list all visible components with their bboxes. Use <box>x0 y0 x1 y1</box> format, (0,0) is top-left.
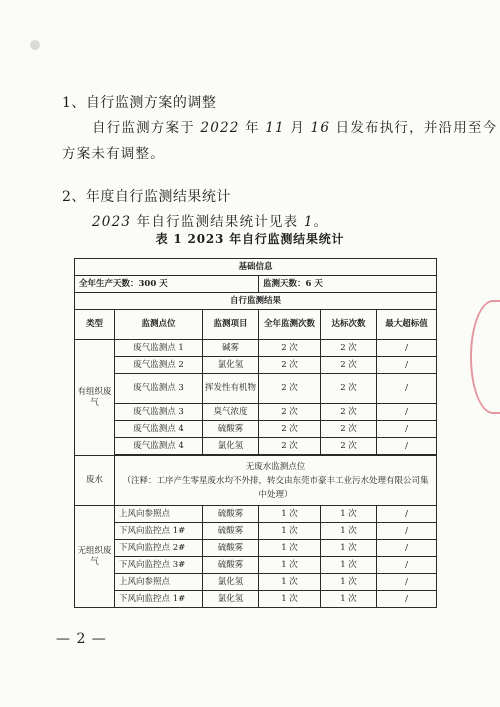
month: 11 <box>265 120 285 136</box>
column-header-item: 监测项目 <box>203 310 259 340</box>
table-cell-max: / <box>377 438 437 455</box>
column-header-point: 监测点位 <box>115 310 203 340</box>
table-cell-count: 1 次 <box>259 574 321 591</box>
table-cell-pass: 2 次 <box>321 421 377 438</box>
basic-info-header: 基础信息 <box>75 259 437 276</box>
table-cell-point: 下风向监控点 1# <box>115 523 203 540</box>
text: 年 <box>239 120 266 136</box>
table-cell-count: 1 次 <box>259 557 321 574</box>
column-header-type: 类型 <box>75 310 115 340</box>
table-cell-count: 2 次 <box>259 374 321 404</box>
table-cell-max: / <box>377 374 437 404</box>
wastewater-note-line1: 无废水监测点位 <box>245 461 306 472</box>
wastewater-note-line3: 中处理） <box>258 489 293 500</box>
table-cell-pass: 2 次 <box>321 374 377 404</box>
table-cell-item: 硫酸雾 <box>203 540 259 557</box>
scan-smudge <box>30 40 40 50</box>
table-cell-count: 2 次 <box>259 438 321 455</box>
table-cell-count: 1 次 <box>259 523 321 540</box>
section1-paragraph-line2: 方案未有调整。 <box>62 146 165 162</box>
text: 自行监测方案于 <box>92 120 201 136</box>
table-cell-max: / <box>377 340 437 357</box>
wastewater-note <box>115 456 437 506</box>
table-cell-point: 废气监测点 3 <box>115 374 203 404</box>
category-unorganized: 无组织废气 <box>75 506 115 608</box>
monitoring-results-table <box>74 258 437 608</box>
table-cell-count: 2 次 <box>259 404 321 421</box>
table-cell-max: / <box>377 523 437 540</box>
text: 月 <box>284 120 311 136</box>
table-cell-item: 硫酸雾 <box>203 506 259 523</box>
text: 。 <box>313 214 329 230</box>
table-cell-item: 碱雾 <box>203 340 259 357</box>
category-wastewater: 废水 <box>75 456 115 506</box>
column-header-pass: 达标次数 <box>321 310 377 340</box>
table-cell-max: / <box>377 506 437 523</box>
table-cell-count: 1 次 <box>259 591 321 608</box>
table-cell-item: 挥发性有机物 <box>203 374 259 404</box>
table-cell-item: 硫酸雾 <box>203 523 259 540</box>
table-cell-item: 氯化氢 <box>203 574 259 591</box>
table-cell-count: 1 次 <box>259 506 321 523</box>
table-cell-item: 硫酸雾 <box>203 421 259 438</box>
table-cell-pass: 2 次 <box>321 438 377 455</box>
table-cell-count: 2 次 <box>259 357 321 374</box>
table-cell-pass: 1 次 <box>321 523 377 540</box>
column-header-max: 最大超标值 <box>377 310 437 340</box>
monitoring-days: 监测天数：6 天 <box>259 276 437 293</box>
table-caption: 表 1 2023 年自行监测结果统计 <box>155 232 345 246</box>
page-number: — 2 — <box>56 631 107 647</box>
table-cell-point: 废气监测点 3 <box>115 404 203 421</box>
table-cell-point: 废气监测点 4 <box>115 438 203 455</box>
year: 2022 <box>200 120 240 136</box>
table-cell-pass: 1 次 <box>321 557 377 574</box>
table-cell-count: 1 次 <box>259 540 321 557</box>
text: 年自行监测结果统计见表 <box>131 214 304 230</box>
table-cell-pass: 1 次 <box>321 591 377 608</box>
table-cell-max: / <box>377 574 437 591</box>
table-cell-point: 上风向参照点 <box>115 506 203 523</box>
table-cell-point: 下风向监控点 1# <box>115 591 203 608</box>
table-cell-max: / <box>377 557 437 574</box>
text: 日发布执行，并沿用至今 <box>330 120 498 136</box>
red-seal-stamp <box>470 300 500 414</box>
table-cell-pass: 2 次 <box>321 404 377 421</box>
section1-paragraph-line1 <box>92 116 497 136</box>
day: 16 <box>310 120 331 136</box>
table-cell-item: 氯化氢 <box>203 591 259 608</box>
table-cell-point: 下风向监控点 3# <box>115 557 203 574</box>
section1-heading: 1、自行监测方案的调整 <box>62 95 217 111</box>
table-cell-count: 2 次 <box>259 421 321 438</box>
table-cell-item: 氯化氢 <box>203 438 259 455</box>
table-cell-pass: 1 次 <box>321 540 377 557</box>
table-cell-point: 废气监测点 2 <box>115 357 203 374</box>
table-cell-point: 下风向监控点 2# <box>115 540 203 557</box>
table-cell-point: 上风向参照点 <box>115 574 203 591</box>
table-cell-max: / <box>377 591 437 608</box>
column-header-count: 全年监测次数 <box>259 310 321 340</box>
table-cell-item: 氯化氢 <box>203 357 259 374</box>
table-cell-pass: 1 次 <box>321 574 377 591</box>
table-cell-pass: 2 次 <box>321 357 377 374</box>
category-organized: 有组织废气 <box>75 340 115 456</box>
production-days: 全年生产天数：300 天 <box>75 276 259 293</box>
section2-paragraph <box>92 210 328 230</box>
wastewater-note-line2: （注释：工序产生零星废水均不外排，转交由东莞市豪丰工业污水处理有限公司集 <box>122 475 429 486</box>
table-cell-point: 废气监测点 1 <box>115 340 203 357</box>
table-cell-max: / <box>377 404 437 421</box>
year: 2023 <box>92 214 132 230</box>
table-cell-max: / <box>377 540 437 557</box>
table-number: 1 <box>303 214 314 230</box>
table-cell-count: 2 次 <box>259 340 321 357</box>
table-cell-point: 废气监测点 4 <box>115 421 203 438</box>
table-cell-max: / <box>377 421 437 438</box>
table-cell-item: 臭气浓度 <box>203 404 259 421</box>
table-cell-max: / <box>377 357 437 374</box>
section2-heading: 2、年度自行监测结果统计 <box>62 189 231 205</box>
table-cell-pass: 2 次 <box>321 340 377 357</box>
table-cell-item: 硫酸雾 <box>203 557 259 574</box>
results-header: 自行监测结果 <box>75 293 437 310</box>
table-cell-pass: 1 次 <box>321 506 377 523</box>
